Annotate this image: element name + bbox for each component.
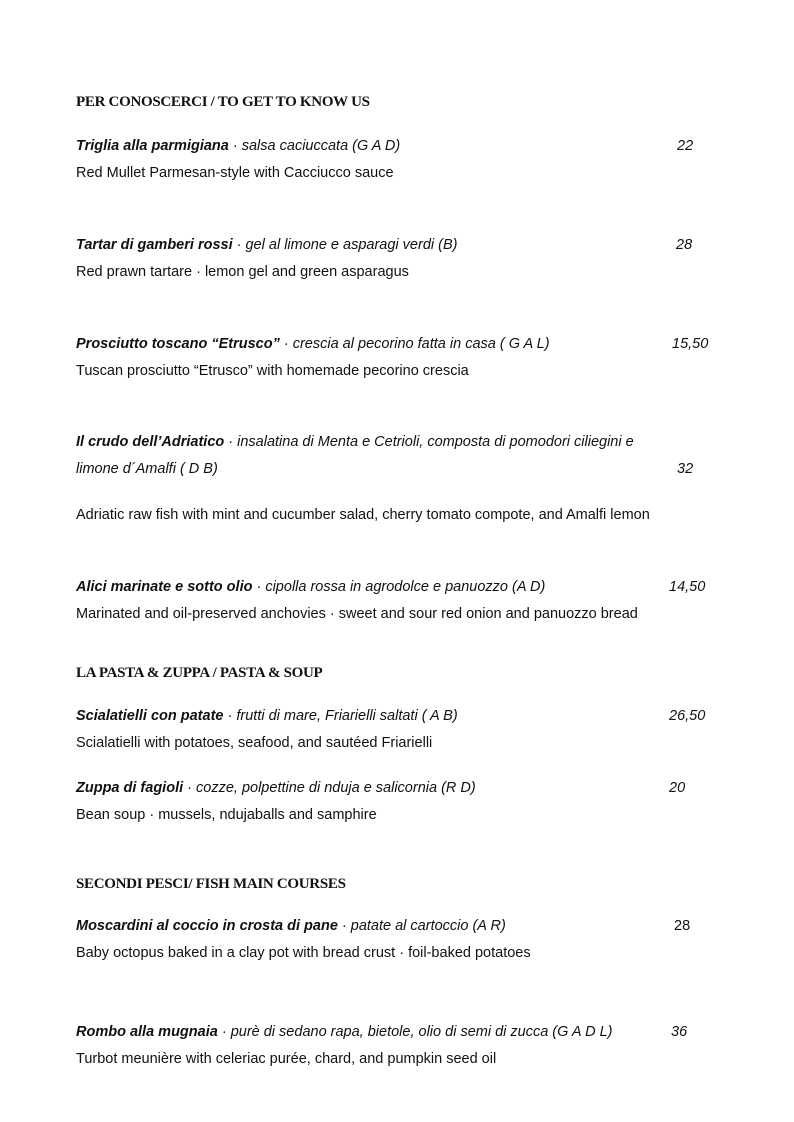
menu-item-line xyxy=(76,1024,612,1040)
dish-description: · cozze, polpettine di nduja e salicornia (R D) xyxy=(183,780,476,796)
menu-item-line-continued xyxy=(76,461,218,477)
section-title-to-get-to-know-us: PER CONOSCERCI / TO GET TO KNOW US xyxy=(76,94,370,110)
dish-description-continued: limone d´Amalfi ( D B) xyxy=(76,461,218,477)
dish-name: Zuppa di fagioli xyxy=(76,780,184,796)
dish-english: Marinated and oil-preserved anchovies · sweet and sour red onion and panuozzo bread xyxy=(76,606,638,622)
dish-name: Rombo alla mugnaia xyxy=(76,1024,218,1040)
dish-name: Alici marinate e sotto olio xyxy=(76,579,253,595)
dish-description: · gel al limone e asparagi verdi (B) xyxy=(232,237,458,253)
menu-item-line xyxy=(76,434,634,450)
dish-name: Il crudo dell’Adriatico xyxy=(76,434,225,450)
menu-item-line xyxy=(76,579,545,595)
dish-name: Tartar di gamberi rossi xyxy=(76,237,233,253)
dish-english: Tuscan prosciutto “Etrusco” with homemade pecorino crescia xyxy=(76,363,469,379)
dish-price: 36 xyxy=(671,1024,688,1040)
menu-item-line xyxy=(76,708,458,724)
dish-english: Bean soup · mussels, ndujaballs and samphire xyxy=(76,807,377,823)
section-title-fish-main-courses: SECONDI PESCI/ FISH MAIN COURSES xyxy=(76,876,346,892)
menu-item-line xyxy=(76,780,476,796)
section-title-pasta-soup: LA PASTA & ZUPPA / PASTA & SOUP xyxy=(76,665,323,681)
dish-description: · cipolla rossa in agrodolce e panuozzo (A D) xyxy=(252,579,546,595)
dish-price: 15,50 xyxy=(672,336,709,352)
dish-english: Adriatic raw fish with mint and cucumber salad, cherry tomato compote, and Amalfi lemon xyxy=(76,507,650,523)
dish-english: Red prawn tartare · lemon gel and green asparagus xyxy=(76,264,409,280)
menu-item-line xyxy=(76,918,506,934)
dish-price: 26,50 xyxy=(669,708,706,724)
dish-description: · crescia al pecorino fatta in casa ( G A L) xyxy=(279,336,550,352)
menu-item-line xyxy=(76,138,400,154)
menu-item-line xyxy=(76,336,550,352)
dish-price: 28 xyxy=(676,237,693,253)
dish-english: Red Mullet Parmesan-style with Cacciucco sauce xyxy=(76,165,394,181)
dish-name: Moscardini al coccio in crosta di pane xyxy=(76,918,338,934)
dish-price: 32 xyxy=(677,461,694,477)
dish-description: · frutti di mare, Friarielli saltati ( A B) xyxy=(223,708,458,724)
dish-english: Turbot meunière with celeriac purée, chard, and pumpkin seed oil xyxy=(76,1051,497,1067)
dish-description: · salsa caciuccata (G A D) xyxy=(228,138,401,154)
dish-english: Baby octopus baked in a clay pot with bread crust · foil-baked potatoes xyxy=(76,945,531,961)
dish-description: · insalatina di Menta e Cetrioli, composta di pomodori ciliegini e xyxy=(224,434,634,450)
dish-price: 14,50 xyxy=(669,579,706,595)
dish-name: Prosciutto toscano “Etrusco” xyxy=(76,336,280,352)
menu-item-line xyxy=(76,237,457,253)
dish-price: 22 xyxy=(677,138,694,154)
dish-english: Scialatielli with potatoes, seafood, and sautéed Friarielli xyxy=(76,735,433,751)
dish-description: · purè di sedano rapa, bietole, olio di semi di zucca (G A D L) xyxy=(217,1024,613,1040)
dish-name: Triglia alla parmigiana xyxy=(76,138,229,154)
dish-description: · patate al cartoccio (A R) xyxy=(337,918,506,934)
dish-price: 28 xyxy=(674,918,691,934)
dish-name: Scialatielli con patate xyxy=(76,708,224,724)
dish-price: 20 xyxy=(669,780,686,796)
